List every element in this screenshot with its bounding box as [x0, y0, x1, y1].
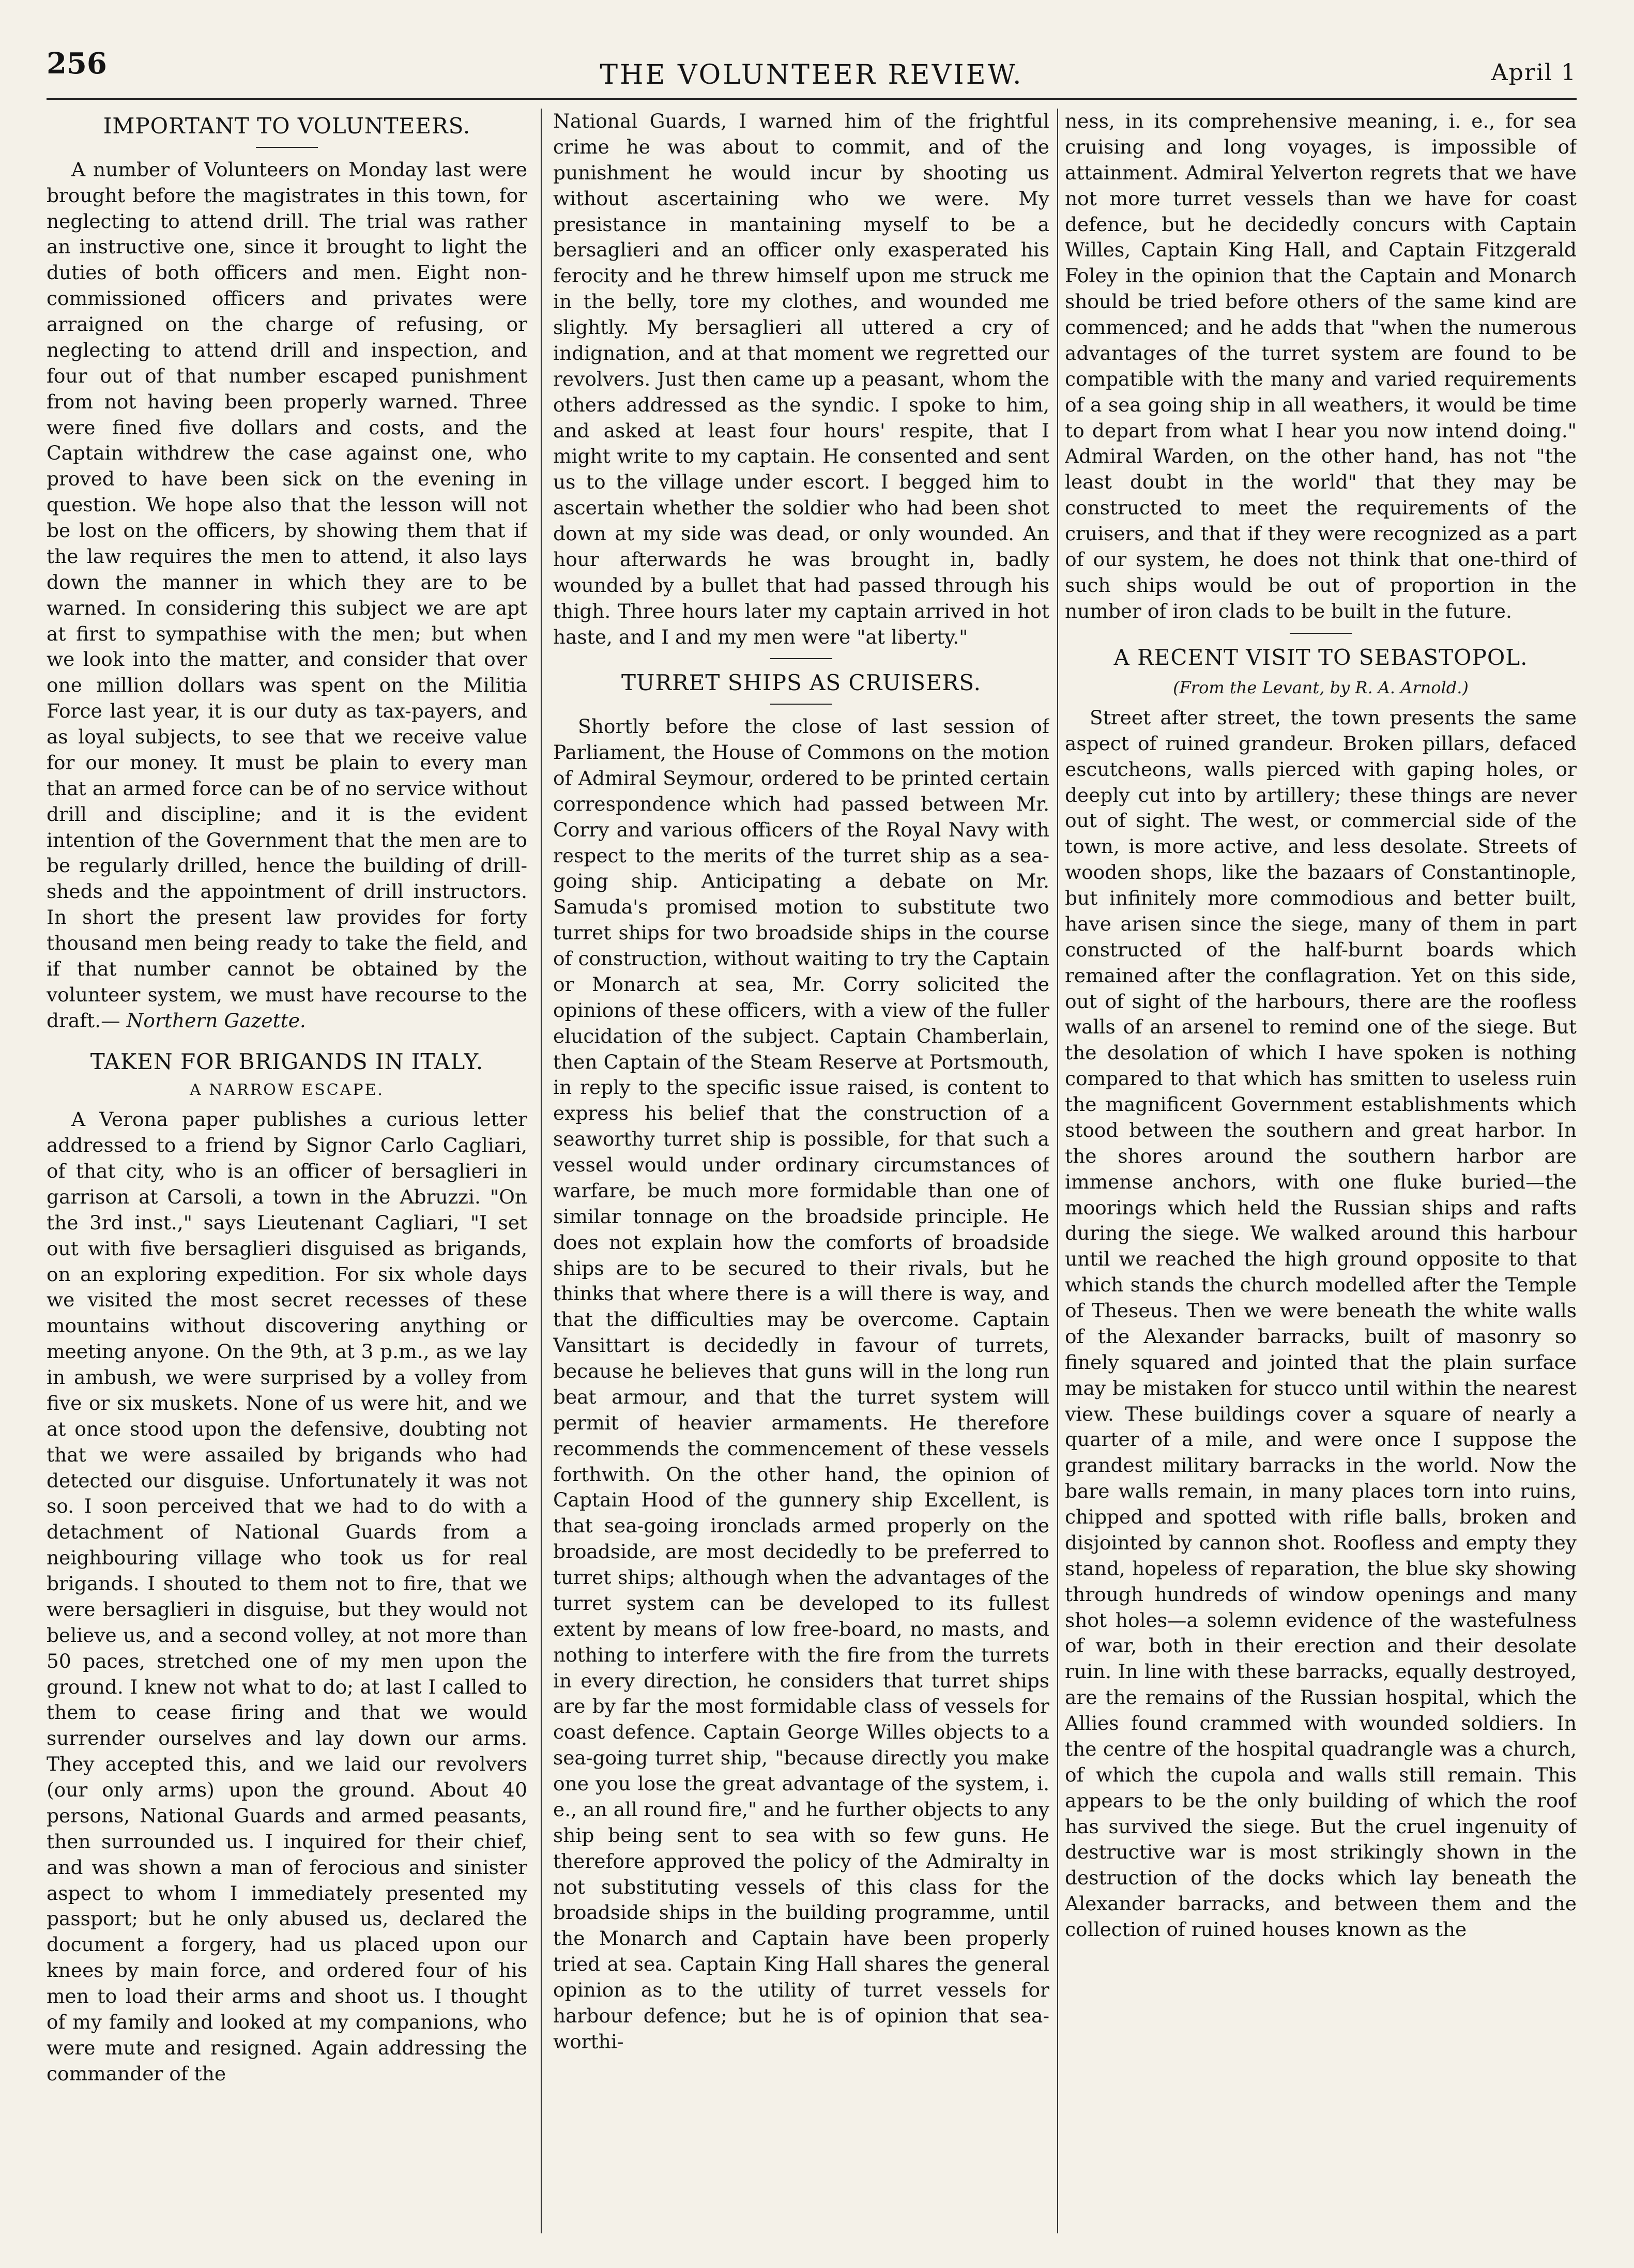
article-body-brigands-part2: National Guards, I warned him of the frightful crime he was about to commit, and of the punishment he would incur by shooting us without ascertaining who we were. My presistance in mantaining myself to be a bersaglieri and an officer only exasperated his ferocity and he threw himself upon me struck me in the belly, tore my clothes, and wounded me slightly. My bersaglieri all uttered a cry of indignation, and at that moment we regretted our revolvers. Just then came up a peasant, whom the others addressed as the syndic. I spoke to him, and asked at least four hours' respite, that I might write to my captain. He consented and sent us to the village under escort. I begged him to ascertain whether the soldier who had been shot down at my side was dead, or only wounded. An hour afterwards he was brought in, badly wounded by a bullet that had passed through his thigh. Three hours later my captain arrived in hot haste, and I and my men were "at liberty." — [553, 110, 1049, 648]
page-header — [47, 31, 1577, 88]
article-title-volunteers: IMPORTANT TO VOLUNTEERS. — [103, 113, 471, 139]
article-title-sebastopol: A RECENT VISIT TO SEBASTOPOL. — [1113, 644, 1528, 670]
article-credit: Northern Gazette. — [126, 1009, 306, 1032]
article-subtitle-brigands: A NARROW ESCAPE. — [190, 1081, 384, 1100]
journal-title: THE VOLUNTEER REVIEW. — [600, 59, 1024, 90]
article-body-sebastopol: Street after street, the town presents the same aspect of ruined grandeur. Broken pillars, defaced escutcheons, walls pierced with gaping holes, or deeply cut into by artillery; these things are never out of sight. The west, or commercial side of the town, is more active, and less desolate. Streets of wooden shops, like the bazaars of Constantinople, but infinitely more commodious and better built, have arisen since the siege, many of them in part constructed of the half-burnt boards which remained after the conflagration. Yet on this side, out of sight of the harbours, there are the roofless walls of an arsenel to remind one of the siege. But the desolation of which I have spoken is nothing compared to that which has smitten to useless ruin the magnificent Government establishments which stood between the southern and great harbor. In the shores around the southern harbor are immense anchors, with one fluke buried—the moorings which held the Russian ships and rafts during the siege. We walked around this harbour until we reached the high ground opposite to that which stands the church modelled after the Temple of Theseus. Then we were beneath the white walls of the Alexander barracks, built of masonry so finely squared and jointed that the plain surface may be mistaken for stucco until within the nearest view. These buildings cover a square of nearly a quarter of a mile, and were once I suppose the grandest military barracks in the world. Now the bare walls remain, in many places torn into ruins, chipped and spotted with rifle balls, broken and disjointed by cannon shot. Roofless and empty they stand, hopeless of reparation, the blue sky showing through hundreds of window openings and many shot holes—a solemn evidence of the wastefulness of war, both in their erection and their desolate ruin. In line with these barracks, equally destroyed, are the remains of the Russian hospital, which the Allies found crammed with wounded soldiers. In the centre of the hospital quadrangle was a church, of which the cupola and walls still remain. This appears to be the only building of which the roof has survived the siege. But the cruel ingenuity of destructive war is most strikingly shown in the destruction of the docks which lay beneath the Alexander barracks, and between them and the collection of ruined houses known as the — [1065, 706, 1577, 1941]
column-3 — [1065, 109, 1577, 2233]
article-body-turret-part1: Shortly before the close of last session of Parliament, the House of Commons on the motion of Admiral Seymour, ordered to be printed certain correspondence which had passed between Mr. Corry and various officers of the Royal Navy with respect to the merits of the turret ship as a sea-going ship. Anticipating a debate on Mr. Samuda's promised motion to substitute two turret ships for two broadside ships in the course of construction, without waiting to try the Captain or Monarch at sea, Mr. Corry solicited the opinions of these officers, with a view of the fuller elucidation of the subject. Captain Chamberlain, then Captain of the Steam Reserve at Portsmouth, in reply to the specific issue raised, is content to express his belief that the construction of a seaworthy turret ship is possible, for that such a vessel would under ordinary circumstances of warfare, be much more formidable than one of similar tonnage on the broadside principle. He does not explain how the comforts of broadside ships are to be secured to their rivals, but he thinks that where there is a will there is way, and that the difficulties may be overcome. Captain Vansittart is decidedly in favour of turrets, because he believes that guns will in the long run beat armour, and that the turret system will permit of heavier armaments. He therefore recommends the commencement of these vessels forthwith. On the other hand, the opinion of Captain Hood of the gunnery ship Excellent, is that sea-going ironclads armed properly on the broadside, are most decidedly to be preferred to turret ships; although when the advantages of the turret system can be developed to its fullest extent by means of low free-board, no masts, and nothing to interfere with the fire from the turrets in every direction, he considers that turret ships are by far the most formidable class of vessels for coast defence. Captain George Willes objects to a sea-going turret ship, "because directly you make one you lose the great advantage of the system, i. e., an all round fire," and he further objects to any ship being sent to sea with so few guns. He therefore approved the policy of the Admiralty in not substituting vessels of this class for the broadside ships in the building programme, until the Monarch and Captain have been properly tried at sea. Captain King Hall shares the general opinion as to the utility of turret vessels for harbour defence; but he is of opinion that sea-worthi- — [553, 715, 1049, 2053]
column-divider — [541, 109, 542, 2233]
section-rule — [770, 658, 832, 659]
article-body-text: A number of Volunteers on Monday last were brought before the magistrates in this town, for neglecting to attend drill. The trial was rather an instructive one, since it brought to light the duties of both officers and men. Eight non-commissioned officers and privates were arraigned on the charge of refusing, or neglecting to attend drill and inspection, and four out of that number escaped punishment from not having been properly warned. Three were fined five dollars and costs, and the Captain withdrew the case against one, who proved to have been sick on the evening in question. We hope also that the lesson will not be lost on the officers, by showing them that if the law requires the men to attend, it also lays down the manner in which they are to be warned. In considering this subject we are apt at first to sympathise with the men; but when we look into the matter, and consider that over one million dollars was spent on the Militia Force last year, it is our duty as tax-payers, and as loyal subjects, to see that we receive value for our money. It must be plain to every man that an armed force can be of no service without drill and discipline; and it is the evident intention of the Government that the men are to be regularly drilled, hence the building of drill-sheds and the appointment of drill instructors. In short the present law provides for forty thousand men being ready to take the field, and if that number cannot be obtained by the volunteer system, we must have recourse to the draft.— — [47, 158, 527, 1032]
column-2 — [553, 109, 1049, 2233]
article-body-turret-part2: ness, in its comprehensive meaning, i. e., for sea cruising and long voyages, is impossible of attainment. Admiral Yelverton regrets that we have not more turret vessels than we have for coast defence, but he decidedly concurs with Captain Willes, Captain King Hall, and Captain Fitzgerald Foley in the opinion that the Captain and Monarch should be tried before others of the same kind are commenced; and he adds that "when the numerous advantages of the turret system are found to be compatible with the many and varied requirements of a sea going ship in all weathers, it would be time to depart from what I hear you now intend doing." Admiral Warden, on the other hand, has not "the least doubt in the world" that they may be constructed to meet the requirements of the cruisers, and that if they were recognized as a part of our system, he does not think that one-third of such ships would be out of proportion in the number of iron clads to be built in the future. — [1065, 110, 1577, 622]
header-rule — [47, 98, 1577, 100]
article-title-brigands: TAKEN FOR BRIGANDS IN ITALY. — [90, 1048, 484, 1074]
page-number: 256 — [47, 47, 107, 81]
article-byline: (From the Levant, by R. A. Arnold.) — [1173, 678, 1469, 698]
article-body-volunteers — [47, 157, 527, 1034]
article-title-turret-ships: TURRET SHIPS AS CRUISERS. — [621, 670, 981, 696]
title-rule — [770, 704, 832, 705]
article-body-brigands-part1: A Verona paper publishes a curious letter addressed to a friend by Signor Carlo Cagliari, of that city, who is an officer of bersaglieri in garrison at Carsoli, a town in the Abruzzi. "On the 3rd inst.," says Lieutenant Cagliari, "I set out with five bersaglieri disguised as brigands, on an exploring expedition. For six whole days we visited the most secret recesses of these mountains without discovering anything or meeting anyone. On the 9th, at 3 p.m., as we lay in ambush, we were surprised by a volley from five or six muskets. None of us were hit, and we at once stood upon the defensive, doubting not that we were assailed by brigands who had detected our disguise. Unfortunately it was not so. I soon perceived that we had to do with a detachment of National Guards from a neighbouring village who took us for real brigands. I shouted to them not to fire, that we were bersaglieri in disguise, but they would not believe us, and a second volley, at not more than 50 paces, stretched one of my men upon the ground. I knew not what to do; at last I called to them to cease firing and that we would surrender ourselves and lay down our arms. They accepted this, and we laid our revolvers (our only arms) upon the ground. About 40 persons, National Guards and armed peasants, then surrounded us. I inquired for their chief, and was shown a man of ferocious and sinister aspect to whom I immediately presented my passport; but he only abused us, declared the document a forgery, had us placed upon our knees by main force, and ordered four of his men to load their arms and shoot us. I thought of my family and looked at my companions, who were mute and resigned. Again addressing the commander of the — [47, 1108, 527, 2085]
title-rule — [256, 147, 318, 148]
column-divider — [1057, 109, 1058, 2233]
column-1 — [47, 109, 527, 2233]
section-rule — [1290, 633, 1352, 634]
issue-date: April 1 — [1491, 59, 1577, 86]
